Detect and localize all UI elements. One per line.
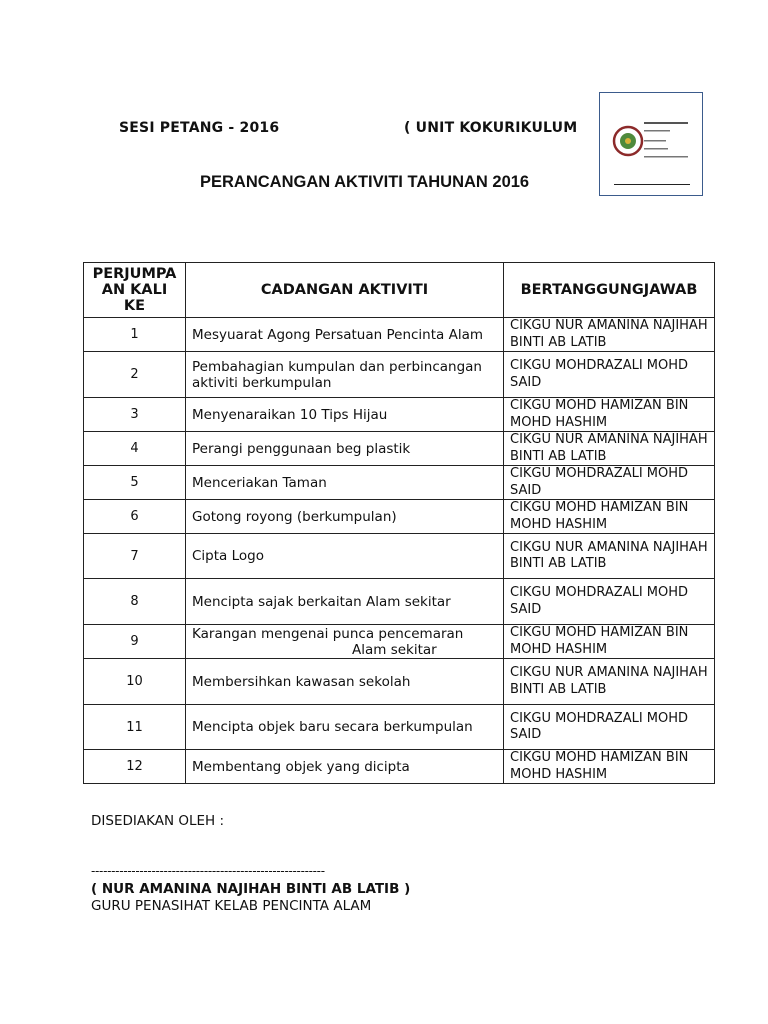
row-activity: Mesyuarat Agong Persatuan Pencinta Alam	[186, 318, 504, 352]
row-activity-continuation: Alam sekitar	[352, 641, 437, 658]
row-activity: Gotong royong (berkumpulan)	[186, 500, 504, 534]
preparer-name: ( NUR AMANINA NAJIHAH BINTI AB LATIB )	[91, 881, 411, 897]
row-activity: Membersihkan kawasan sekolah	[186, 659, 504, 705]
row-number: 10	[84, 659, 186, 705]
header-line: PERJUMPA	[92, 266, 177, 282]
prepared-by-label: DISEDIAKAN OLEH :	[91, 813, 224, 829]
unit-label: ( UNIT KOKURIKULUM	[404, 120, 578, 136]
row-responsible: CIKGU MOHDRAZALI MOHD SAID	[504, 466, 715, 500]
row-number: 4	[84, 432, 186, 466]
table-row	[84, 534, 715, 579]
signature-line: ----------------------------------------------------------	[91, 864, 325, 878]
row-activity: Membentang objek yang dicipta	[186, 750, 504, 784]
row-activity: Perangi penggunaan beg plastik	[186, 432, 504, 466]
row-number: 1	[84, 318, 186, 352]
document-title: PERANCANGAN AKTIVITI TAHUNAN 2016	[200, 173, 530, 191]
table-row	[84, 750, 715, 784]
table-row	[84, 659, 715, 705]
table-row	[84, 398, 715, 432]
row-responsible: CIKGU NUR AMANINA NAJIHAH BINTI AB LATIB	[504, 659, 715, 705]
header-line: KE	[123, 298, 146, 314]
club-logo-icon	[599, 92, 703, 196]
table-row	[84, 432, 715, 466]
row-activity: Mencipta sajak berkaitan Alam sekitar	[186, 579, 504, 625]
row-responsible: CIKGU MOHDRAZALI MOHD SAID	[504, 352, 715, 398]
row-responsible: CIKGU MOHD HAMIZAN BIN MOHD HASHIM	[504, 398, 715, 432]
row-responsible: CIKGU MOHD HAMIZAN BIN MOHD HASHIM	[504, 750, 715, 784]
row-responsible: CIKGU MOHD HAMIZAN BIN MOHD HASHIM	[504, 500, 715, 534]
row-activity: Mencipta objek baru secara berkumpulan	[186, 705, 504, 750]
row-number: 6	[84, 500, 186, 534]
table-row	[84, 500, 715, 534]
preparer-role: GURU PENASIHAT KELAB PENCINTA ALAM	[91, 898, 372, 914]
table-row	[84, 466, 715, 500]
table-row	[84, 625, 715, 659]
row-number: 2	[84, 352, 186, 398]
row-responsible: CIKGU NUR AMANINA NAJIHAH BINTI AB LATIB	[504, 432, 715, 466]
row-responsible: CIKGU NUR AMANINA NAJIHAH BINTI AB LATIB	[504, 534, 715, 579]
row-number: 9	[84, 625, 186, 659]
row-activity-cell	[186, 625, 504, 659]
column-header-activity: CADANGAN AKTIVITI	[186, 263, 504, 318]
row-activity: Pembahagian kumpulan dan perbincangan aktiviti berkumpulan	[186, 352, 504, 398]
row-number: 7	[84, 534, 186, 579]
table-header-row	[84, 263, 715, 318]
row-number: 11	[84, 705, 186, 750]
column-header-meeting	[84, 263, 186, 318]
row-activity: Cipta Logo	[186, 534, 504, 579]
row-activity: Menceriakan Taman	[186, 466, 504, 500]
row-number: 5	[84, 466, 186, 500]
row-activity: Karangan mengenai punca pencemaran	[192, 625, 464, 642]
column-header-responsible: BERTANGGUNGJAWAB	[504, 263, 715, 318]
row-responsible: CIKGU NUR AMANINA NAJIHAH BINTI AB LATIB	[504, 318, 715, 352]
session-label: SESI PETANG - 2016	[119, 120, 280, 136]
table-row	[84, 705, 715, 750]
row-responsible: CIKGU MOHDRAZALI MOHD SAID	[504, 579, 715, 625]
table-row	[84, 318, 715, 352]
row-responsible: CIKGU MOHD HAMIZAN BIN MOHD HASHIM	[504, 625, 715, 659]
activity-table	[83, 262, 715, 784]
row-number: 12	[84, 750, 186, 784]
header-line: AN KALI	[101, 282, 168, 298]
row-number: 8	[84, 579, 186, 625]
table-row	[84, 579, 715, 625]
row-number: 3	[84, 398, 186, 432]
row-activity: Menyenaraikan 10 Tips Hijau	[186, 398, 504, 432]
row-responsible: CIKGU MOHDRAZALI MOHD SAID	[504, 705, 715, 750]
table-row	[84, 352, 715, 398]
